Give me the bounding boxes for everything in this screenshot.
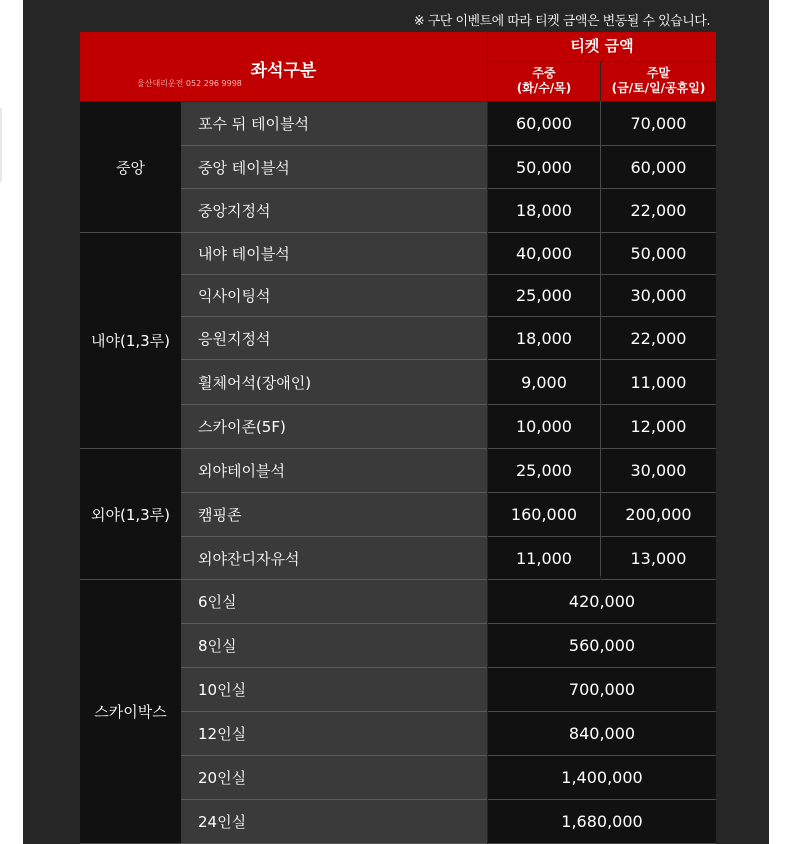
group-label: 중앙 <box>80 102 181 233</box>
seat-name: 24인실 <box>181 800 487 844</box>
weekend-price: 22,000 <box>601 317 716 360</box>
left-edge-marker <box>0 108 2 182</box>
weekend-price: 12,000 <box>601 405 716 449</box>
weekend-header: 주말 (금/토/일/공휴일) <box>601 62 716 101</box>
column-divider <box>600 101 601 576</box>
price-cell: 1,680,000 <box>488 800 716 844</box>
seat-name: 외야테이블석 <box>181 449 487 493</box>
price-cell: 560,000 <box>488 624 716 668</box>
weekend-price: 13,000 <box>601 537 716 580</box>
weekend-price: 22,000 <box>601 189 716 233</box>
weekend-price: 60,000 <box>601 146 716 189</box>
seat-name: 캠핑존 <box>181 493 487 537</box>
seat-name: 중앙 테이블석 <box>181 146 487 189</box>
group-label: 내야(1,3루) <box>80 233 181 449</box>
seat-category-title: 좌석구분 <box>250 61 317 81</box>
weekday-price: 160,000 <box>488 493 600 537</box>
price-cell: 840,000 <box>488 712 716 756</box>
weekday-price: 18,000 <box>488 317 600 360</box>
weekday-price: 40,000 <box>488 233 600 275</box>
weekend-price: 30,000 <box>601 449 716 493</box>
seat-name: 6인실 <box>181 580 487 624</box>
weekday-price: 9,000 <box>488 360 600 405</box>
seat-name: 스카이존(5F) <box>181 405 487 449</box>
seat-category-header <box>80 32 487 101</box>
weekday-header: 주중 (화/수/목) <box>488 62 600 101</box>
weekend-price: 50,000 <box>601 233 716 275</box>
price-cell: 420,000 <box>488 580 716 624</box>
weekday-price: 60,000 <box>488 102 600 146</box>
weekday-price: 25,000 <box>488 449 600 493</box>
seat-name: 내야 테이블석 <box>181 233 487 275</box>
ticket-price-header: 티켓 금액 <box>488 32 716 61</box>
weekday-price: 11,000 <box>488 537 600 580</box>
weekend-price: 30,000 <box>601 275 716 317</box>
seat-name: 포수 뒤 테이블석 <box>181 102 487 146</box>
weekend-price: 11,000 <box>601 360 716 405</box>
price-change-notice: ※ 구단 이벤트에 따라 티켓 금액은 변동될 수 있습니다. <box>413 14 710 29</box>
seat-category-watermark: 울산대리운전 052 296 9998 <box>137 78 242 88</box>
seat-name: 응원지정석 <box>181 317 487 360</box>
seat-name: 12인실 <box>181 712 487 756</box>
price-cell: 700,000 <box>488 668 716 712</box>
weekend-price: 200,000 <box>601 493 716 537</box>
seat-name: 휠체어석(장애인) <box>181 360 487 405</box>
weekday-price: 50,000 <box>488 146 600 189</box>
weekend-price: 70,000 <box>601 102 716 146</box>
seat-name: 20인실 <box>181 756 487 800</box>
seat-name: 익사이팅석 <box>181 275 487 317</box>
group-label: 스카이박스 <box>80 580 181 844</box>
group-label: 외야(1,3루) <box>80 449 181 580</box>
weekday-price: 18,000 <box>488 189 600 233</box>
seat-name: 중앙지정석 <box>181 189 487 233</box>
weekday-price: 25,000 <box>488 275 600 317</box>
seat-name: 외야잔디자유석 <box>181 537 487 580</box>
seat-name: 8인실 <box>181 624 487 668</box>
seat-name: 10인실 <box>181 668 487 712</box>
weekday-price: 10,000 <box>488 405 600 449</box>
price-cell: 1,400,000 <box>488 756 716 800</box>
